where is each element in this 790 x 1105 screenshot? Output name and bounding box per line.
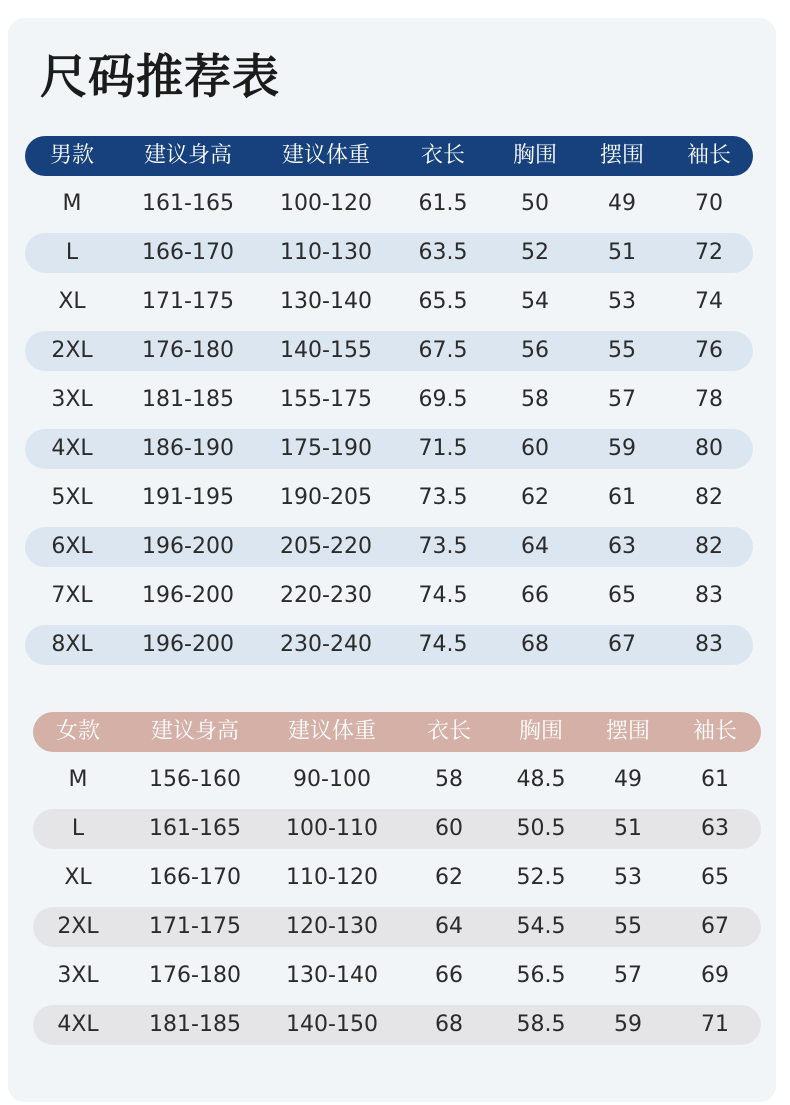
cell-size: 3XL bbox=[57, 963, 99, 988]
table-row bbox=[25, 380, 753, 420]
cell-weight: 90-100 bbox=[293, 767, 371, 792]
cell-height: 161-165 bbox=[142, 191, 234, 216]
cell-hem: 59 bbox=[614, 1012, 642, 1037]
header-hem: 摆围 bbox=[605, 719, 651, 744]
table-row bbox=[25, 576, 753, 616]
cell-chest: 62 bbox=[521, 485, 549, 510]
header-weight: 建议体重 bbox=[287, 719, 377, 744]
cell-length: 64 bbox=[435, 914, 463, 939]
cell-weight: 110-120 bbox=[286, 865, 378, 890]
cell-weight: 130-140 bbox=[286, 963, 378, 988]
cell-height: 171-175 bbox=[142, 289, 234, 314]
cell-sleeve: 67 bbox=[701, 914, 729, 939]
cell-chest: 68 bbox=[521, 632, 549, 657]
cell-size: 6XL bbox=[51, 534, 93, 559]
cell-hem: 57 bbox=[614, 963, 642, 988]
table-row bbox=[25, 625, 753, 665]
cell-size: 4XL bbox=[51, 436, 93, 461]
cell-height: 176-180 bbox=[149, 963, 241, 988]
cell-length: 63.5 bbox=[418, 240, 468, 265]
cell-hem: 67 bbox=[608, 632, 636, 657]
header-sleeve: 袖长 bbox=[692, 719, 738, 744]
cell-height: 166-170 bbox=[149, 865, 241, 890]
header-hem: 摆围 bbox=[599, 143, 645, 168]
cell-weight: 120-130 bbox=[286, 914, 378, 939]
table-row bbox=[33, 760, 761, 800]
header-length: 衣长 bbox=[426, 719, 472, 744]
cell-chest: 56 bbox=[521, 338, 549, 363]
header-weight: 建议体重 bbox=[281, 143, 371, 168]
cell-sleeve: 71 bbox=[701, 1012, 729, 1037]
cell-size: 4XL bbox=[57, 1012, 99, 1037]
cell-length: 73.5 bbox=[418, 485, 468, 510]
cell-chest: 52 bbox=[521, 240, 549, 265]
table-row bbox=[25, 527, 753, 567]
cell-weight: 140-155 bbox=[280, 338, 372, 363]
cell-size: 5XL bbox=[51, 485, 93, 510]
cell-length: 69.5 bbox=[418, 387, 468, 412]
cell-weight: 100-120 bbox=[280, 191, 372, 216]
cell-height: 156-160 bbox=[149, 767, 241, 792]
cell-length: 62 bbox=[435, 865, 463, 890]
cell-sleeve: 76 bbox=[695, 338, 723, 363]
cell-hem: 51 bbox=[614, 816, 642, 841]
cell-size: L bbox=[71, 816, 85, 841]
cell-sleeve: 80 bbox=[695, 436, 723, 461]
header-length: 衣长 bbox=[420, 143, 466, 168]
cell-height: 196-200 bbox=[142, 632, 234, 657]
cell-sleeve: 69 bbox=[701, 963, 729, 988]
cell-sleeve: 83 bbox=[695, 632, 723, 657]
cell-chest: 50 bbox=[521, 191, 549, 216]
table-row bbox=[25, 184, 753, 224]
cell-length: 73.5 bbox=[418, 534, 468, 559]
cell-size: XL bbox=[64, 865, 92, 890]
cell-height: 196-200 bbox=[142, 534, 234, 559]
cell-chest: 58 bbox=[521, 387, 549, 412]
cell-sleeve: 74 bbox=[695, 289, 723, 314]
cell-sleeve: 83 bbox=[695, 583, 723, 608]
cell-height: 181-185 bbox=[149, 1012, 241, 1037]
cell-hem: 65 bbox=[608, 583, 636, 608]
cell-sleeve: 82 bbox=[695, 485, 723, 510]
cell-weight: 205-220 bbox=[280, 534, 372, 559]
cell-hem: 55 bbox=[614, 914, 642, 939]
table-row bbox=[25, 478, 753, 518]
cell-length: 71.5 bbox=[418, 436, 468, 461]
cell-weight: 230-240 bbox=[280, 632, 372, 657]
cell-sleeve: 70 bbox=[695, 191, 723, 216]
header-height: 建议身高 bbox=[150, 719, 240, 744]
cell-hem: 61 bbox=[608, 485, 636, 510]
cell-hem: 49 bbox=[614, 767, 642, 792]
table-row bbox=[25, 429, 753, 469]
cell-chest: 60 bbox=[521, 436, 549, 461]
cell-height: 191-195 bbox=[142, 485, 234, 510]
table-row bbox=[33, 1005, 761, 1045]
cell-length: 61.5 bbox=[418, 191, 468, 216]
cell-size: M bbox=[68, 767, 88, 792]
men-table-header bbox=[25, 136, 753, 176]
cell-chest: 64 bbox=[521, 534, 549, 559]
table-row bbox=[33, 956, 761, 996]
cell-size: 7XL bbox=[51, 583, 93, 608]
cell-hem: 53 bbox=[608, 289, 636, 314]
cell-hem: 51 bbox=[608, 240, 636, 265]
cell-weight: 175-190 bbox=[280, 436, 372, 461]
cell-chest: 58.5 bbox=[516, 1012, 566, 1037]
table-row bbox=[25, 331, 753, 371]
table-row bbox=[33, 809, 761, 849]
header-chest: 胸围 bbox=[512, 143, 558, 168]
cell-hem: 55 bbox=[608, 338, 636, 363]
cell-height: 161-165 bbox=[149, 816, 241, 841]
cell-chest: 50.5 bbox=[516, 816, 566, 841]
cell-weight: 130-140 bbox=[280, 289, 372, 314]
cell-sleeve: 61 bbox=[701, 767, 729, 792]
cell-weight: 190-205 bbox=[280, 485, 372, 510]
page-title: 尺码推荐表 bbox=[40, 50, 280, 105]
cell-length: 74.5 bbox=[418, 583, 468, 608]
cell-chest: 52.5 bbox=[516, 865, 566, 890]
cell-sleeve: 82 bbox=[695, 534, 723, 559]
cell-height: 196-200 bbox=[142, 583, 234, 608]
table-row bbox=[33, 907, 761, 947]
cell-sleeve: 78 bbox=[695, 387, 723, 412]
cell-size: XL bbox=[58, 289, 86, 314]
cell-length: 66 bbox=[435, 963, 463, 988]
cell-length: 74.5 bbox=[418, 632, 468, 657]
cell-weight: 110-130 bbox=[280, 240, 372, 265]
cell-chest: 56.5 bbox=[516, 963, 566, 988]
cell-weight: 220-230 bbox=[280, 583, 372, 608]
cell-size: L bbox=[65, 240, 79, 265]
table-row bbox=[33, 858, 761, 898]
header-size: 男款 bbox=[49, 143, 95, 168]
cell-height: 176-180 bbox=[142, 338, 234, 363]
cell-hem: 57 bbox=[608, 387, 636, 412]
cell-sleeve: 72 bbox=[695, 240, 723, 265]
cell-height: 186-190 bbox=[142, 436, 234, 461]
cell-sleeve: 63 bbox=[701, 816, 729, 841]
cell-size: M bbox=[62, 191, 82, 216]
cell-size: 2XL bbox=[51, 338, 93, 363]
cell-length: 60 bbox=[435, 816, 463, 841]
cell-length: 68 bbox=[435, 1012, 463, 1037]
cell-weight: 100-110 bbox=[286, 816, 378, 841]
header-size: 女款 bbox=[55, 719, 101, 744]
cell-chest: 48.5 bbox=[516, 767, 566, 792]
cell-chest: 54.5 bbox=[516, 914, 566, 939]
cell-chest: 66 bbox=[521, 583, 549, 608]
table-row bbox=[25, 233, 753, 273]
header-height: 建议身高 bbox=[143, 143, 233, 168]
cell-size: 8XL bbox=[51, 632, 93, 657]
women-table-header bbox=[33, 712, 761, 752]
table-row bbox=[25, 282, 753, 322]
cell-height: 171-175 bbox=[149, 914, 241, 939]
cell-weight: 140-150 bbox=[286, 1012, 378, 1037]
cell-chest: 54 bbox=[521, 289, 549, 314]
cell-hem: 53 bbox=[614, 865, 642, 890]
cell-length: 58 bbox=[435, 767, 463, 792]
cell-size: 2XL bbox=[57, 914, 99, 939]
header-sleeve: 袖长 bbox=[686, 143, 732, 168]
cell-hem: 49 bbox=[608, 191, 636, 216]
cell-length: 65.5 bbox=[418, 289, 468, 314]
cell-sleeve: 65 bbox=[701, 865, 729, 890]
cell-length: 67.5 bbox=[418, 338, 468, 363]
cell-size: 3XL bbox=[51, 387, 93, 412]
cell-height: 166-170 bbox=[142, 240, 234, 265]
cell-hem: 59 bbox=[608, 436, 636, 461]
header-chest: 胸围 bbox=[518, 719, 564, 744]
cell-height: 181-185 bbox=[142, 387, 234, 412]
cell-hem: 63 bbox=[608, 534, 636, 559]
cell-weight: 155-175 bbox=[280, 387, 372, 412]
